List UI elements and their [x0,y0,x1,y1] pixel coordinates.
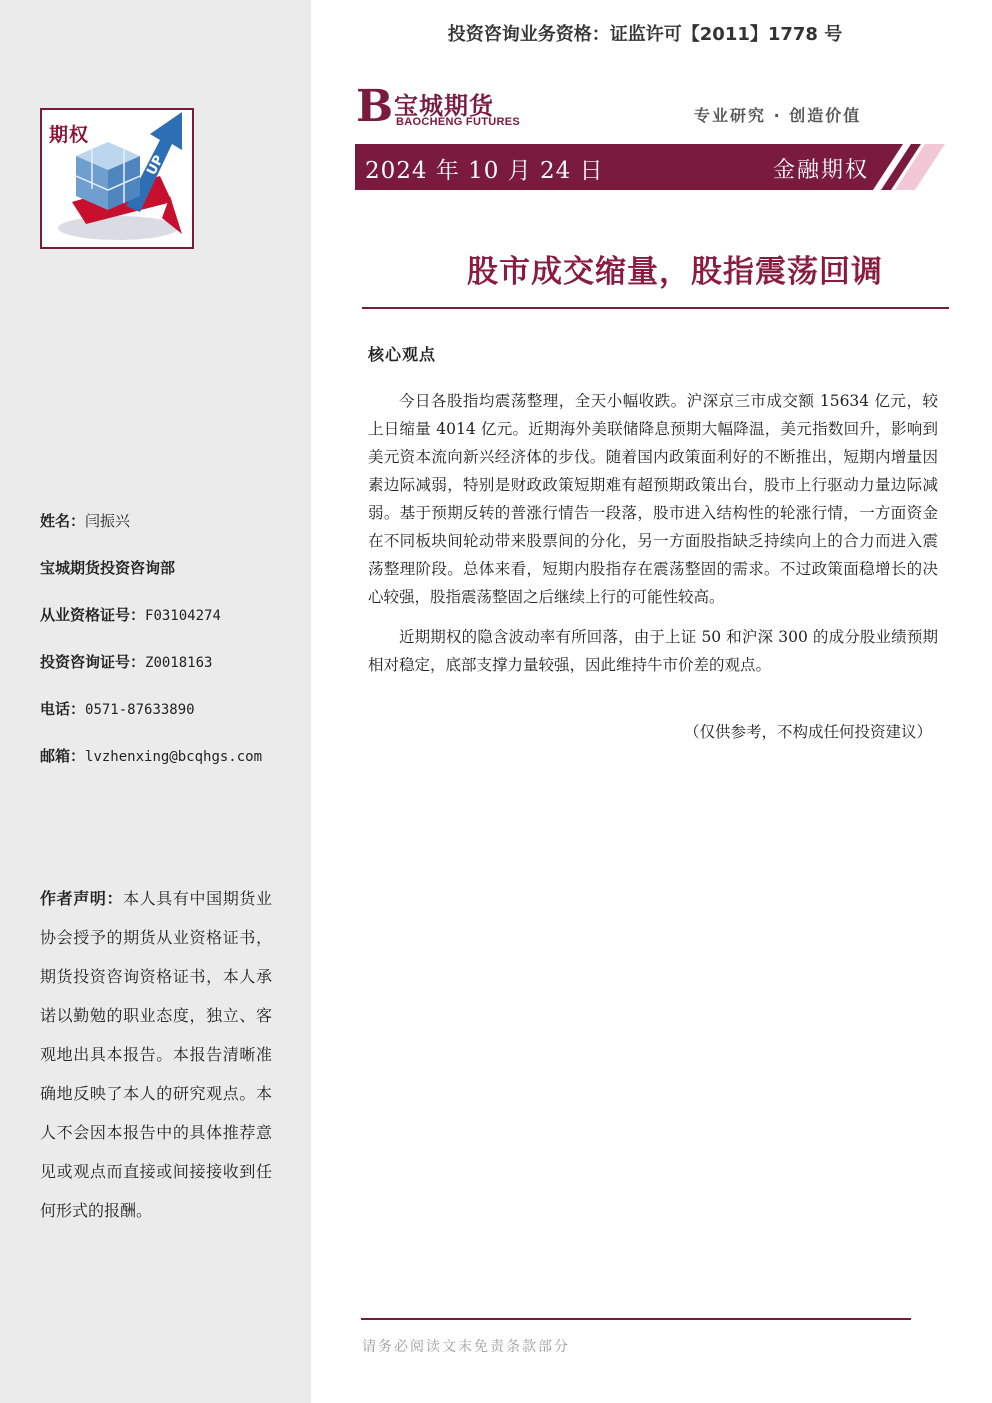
paragraph: 近期期权的隐含波动率有所回落，由于上证 50 和沪深 300 的成分股业绩预期相对稳定，底部支撑力量较强，因此维持牛市价差的观点。 [368,628,938,674]
arrow-up-text: UP [144,153,167,178]
consult-key: 投资咨询证号： [40,653,146,671]
logo-mark: B [356,81,394,132]
sidebar [0,0,311,1403]
author-info [40,507,302,789]
logo-name-en: BAOCHENG FUTURES [396,116,520,128]
company-logo [356,81,556,132]
declaration-text: 本人具有中国期货业协会授予的期货从业资格证书，期货投资咨询资格证书，本人承诺以勤勉的职业态度，独立、客观地出具本报告。本报告清晰准确地反映了本人的研究观点。本人不会因本报告中的具体推荐意见或观点而直接或间接接收到任何形式的报酬。 [40,889,272,1220]
phone-key: 电话： [40,700,86,718]
cert-number: F03104274 [145,608,221,624]
consult-number: Z0018163 [145,655,213,671]
declaration-key: 作者声明： [40,889,124,908]
paragraph: 今日各股指均震荡整理，全天小幅收跌。沪深京三市成交额 15634 亿元，较上日缩量 4014 亿元。近期海外美联储降息预期大幅降温，美元指数回升，影响到美元资本流向新兴经济体的步伐。随着国内政策面利好的不断推出，短期内增量因素边际减弱，特别是财政政策短期难有超预期政策出台，股市上行驱动力量边际减弱。基于预期反转的普涨行情告一段落，股市进入结构性的轮涨行情，一方面资金在不同板块间轮动带来股票间的分化，另一方面股指缺乏持续向上的合力而进入震荡整理阶段。总体来看，短期内股指存在震荡整固的需求。不过政策面稳增长的决心较强，股指震荡整固之后继续上行的可能性较高。 [368,392,938,606]
footer-notice: 请务必阅读文末免责条款部分 [362,1339,570,1355]
footer-divider [361,1318,911,1320]
logo-name-cn: 宝城期货 [394,92,494,120]
report-body [368,387,938,691]
email-row [40,742,302,789]
report-date: 2024 年 10 月 24 日 [365,158,604,184]
cover-label: 期权 [49,124,90,146]
reference-note: （仅供参考，不构成任何投资建议） [683,723,932,741]
author-name: 闫振兴 [85,512,131,530]
author-name-key: 姓名： [40,512,86,530]
email-address[interactable]: lvzhenxing@bcqhgs.com [85,749,263,765]
cert-row [40,601,302,648]
section-title: 核心观点 [368,345,437,364]
page-title: 股市成交缩量，股指震荡回调 [467,254,883,290]
cover-image [40,108,194,249]
author-declaration [40,879,272,1230]
cert-key: 从业资格证号： [40,606,146,624]
department: 宝城期货投资咨询部 [40,559,176,577]
email-key: 邮箱： [40,747,86,765]
consult-row [40,648,302,695]
title-divider [362,307,949,309]
slogan: 专业研究 · 创造价值 [694,106,862,125]
report-category: 金融期权 [773,158,870,183]
phone-number[interactable]: 0571-87633890 [85,702,195,718]
date-banner [355,144,945,190]
author-name-row [40,507,302,554]
license-line: 投资咨询业务资格：证监许可【2011】1778 号 [447,24,843,45]
phone-row [40,695,302,742]
